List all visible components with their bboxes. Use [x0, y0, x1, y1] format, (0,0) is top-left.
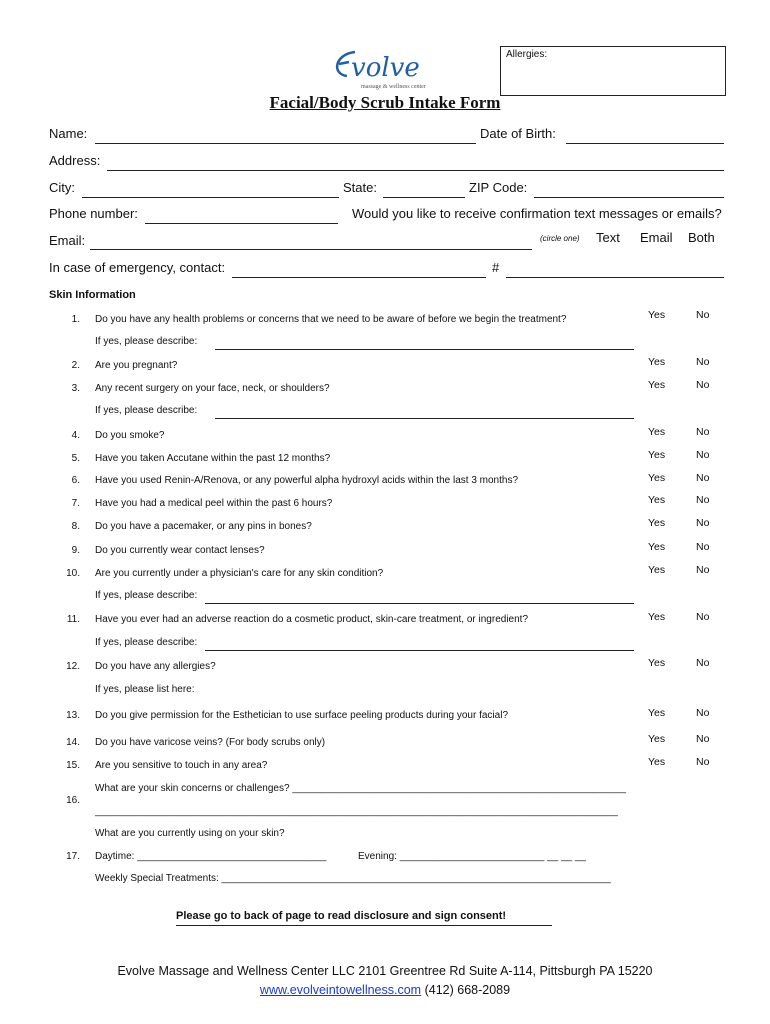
state-label: State:	[343, 180, 377, 195]
q12-list-label: If yes, please list here:	[95, 684, 195, 695]
q17-number: 17.	[66, 851, 80, 862]
address-label: Address:	[49, 153, 101, 168]
q6-no[interactable]: No	[696, 472, 710, 484]
q2-yes[interactable]: Yes	[648, 356, 666, 368]
q5-yes[interactable]: Yes	[648, 449, 666, 461]
q16-using-label: What are you currently using on your skin?	[95, 828, 285, 839]
q1-describe-label: If yes, please describe:	[95, 336, 198, 347]
evolve-logo	[325, 44, 445, 96]
emergency-number-field[interactable]	[506, 277, 724, 278]
q13-no[interactable]: No	[696, 707, 710, 719]
q3-describe-label: If yes, please describe:	[95, 405, 198, 416]
q2-no[interactable]: No	[696, 356, 710, 368]
q3-yes[interactable]: Yes	[648, 379, 666, 391]
q7-number: 7.	[71, 498, 80, 509]
q10-describe-field[interactable]	[205, 603, 634, 604]
q7-yes[interactable]: Yes	[648, 494, 666, 506]
q4-no[interactable]: No	[696, 426, 710, 438]
q11-describe-label: If yes, please describe:	[95, 637, 198, 648]
q15-yes[interactable]: Yes	[648, 756, 666, 768]
q11-number: 11.	[66, 614, 80, 625]
q3-no[interactable]: No	[696, 379, 710, 391]
q16-number: 16.	[66, 795, 80, 806]
q1-number: 1.	[71, 314, 80, 325]
q13-number: 13.	[66, 710, 80, 721]
q10-text: Are you currently under a physician's care for any skin condition?	[95, 568, 384, 579]
name-field[interactable]	[95, 143, 476, 144]
option-text[interactable]: Text	[596, 230, 620, 245]
svg-text:massage & wellness center: massage & wellness center	[361, 84, 426, 90]
zip-field[interactable]	[534, 197, 724, 198]
confirmation-question: Would you like to receive confirmation text messages or emails?	[352, 206, 722, 221]
q3-number: 3.	[71, 383, 80, 394]
emergency-contact-field[interactable]	[232, 277, 486, 278]
footer-address: Evolve Massage and Wellness Center LLC 2101 Greentree Rd Suite A-114, Pittsburgh PA 15220	[117, 964, 653, 978]
q12-no[interactable]: No	[696, 657, 710, 669]
website-link[interactable]: www.evolveintowellness.com	[259, 983, 422, 997]
q15-number: 15.	[66, 760, 80, 771]
dob-field[interactable]	[566, 143, 724, 144]
footer-contact	[0, 983, 770, 997]
q7-no[interactable]: No	[696, 494, 710, 506]
q5-text: Have you taken Accutane within the past 12 months?	[95, 453, 331, 464]
circle-one-note: (circle one)	[540, 234, 580, 243]
q1-text: Do you have any health problems or concerns that we need to be aware of before we begin the treatment?	[95, 314, 567, 325]
q12-yes[interactable]: Yes	[648, 657, 666, 669]
email-label: Email:	[49, 233, 86, 248]
option-both[interactable]: Both	[688, 230, 715, 245]
allergies-label: Allergies:	[506, 49, 548, 60]
phone-label: Phone number:	[49, 206, 138, 221]
q14-no[interactable]: No	[696, 733, 710, 745]
q10-describe-label: If yes, please describe:	[95, 590, 198, 601]
q13-yes[interactable]: Yes	[648, 707, 666, 719]
state-field[interactable]	[383, 197, 465, 198]
email-field[interactable]	[90, 249, 532, 250]
q4-number: 4.	[71, 430, 80, 441]
emergency-label: In case of emergency, contact:	[49, 260, 226, 275]
q10-number: 10.	[66, 568, 80, 579]
q12-number: 12.	[66, 661, 80, 672]
weekly-treatments-field[interactable]: Weekly Special Treatments: ______________________________________________________________________	[95, 873, 611, 884]
q9-yes[interactable]: Yes	[648, 541, 666, 553]
q2-number: 2.	[71, 360, 80, 371]
q12-text: Do you have any allergies?	[95, 661, 216, 672]
q4-text: Do you smoke?	[95, 430, 165, 441]
q7-text: Have you had a medical peel within the past 6 hours?	[95, 498, 333, 509]
q1-no[interactable]: No	[696, 309, 710, 321]
q4-yes[interactable]: Yes	[648, 426, 666, 438]
address-field[interactable]	[107, 170, 724, 171]
evening-field[interactable]: Evening: __________________________ __ __ __	[358, 851, 586, 862]
q11-no[interactable]: No	[696, 611, 710, 623]
q9-no[interactable]: No	[696, 541, 710, 553]
q8-text: Do you have a pacemaker, or any pins in bones?	[95, 521, 312, 532]
allergies-box[interactable]	[500, 46, 726, 96]
q3-text: Any recent surgery on your face, neck, or shoulders?	[95, 383, 330, 394]
q16-concerns-line[interactable]: ______________________________________________________________________________________________	[95, 806, 618, 817]
q9-text: Do you currently wear contact lenses?	[95, 545, 265, 556]
q11-describe-field[interactable]	[205, 650, 634, 651]
q3-describe-field[interactable]	[215, 418, 634, 419]
city-label: City:	[49, 180, 75, 195]
svg-text:volve: volve	[351, 53, 420, 83]
q8-no[interactable]: No	[696, 517, 710, 529]
phone-field[interactable]	[145, 223, 338, 224]
q6-text: Have you used Renin-A/Renova, or any powerful alpha hydroxyl acids within the last 3 months?	[95, 475, 519, 486]
q8-number: 8.	[71, 521, 80, 532]
dob-label: Date of Birth:	[480, 126, 556, 141]
q6-number: 6.	[71, 475, 80, 486]
zip-label: ZIP Code:	[469, 180, 528, 195]
q1-yes[interactable]: Yes	[648, 309, 666, 321]
note-underline	[176, 925, 552, 926]
q15-text: Are you sensitive to touch in any area?	[95, 760, 268, 771]
q1-describe-field[interactable]	[215, 349, 634, 350]
q16-concerns[interactable]: What are your skin concerns or challenges? ____________________________________________________________	[95, 783, 627, 794]
form-title: Facial/Body Scrub Intake Form	[269, 93, 501, 112]
q14-number: 14.	[66, 737, 80, 748]
city-field[interactable]	[82, 197, 339, 198]
q2-text: Are you pregnant?	[95, 360, 178, 371]
q5-no[interactable]: No	[696, 449, 710, 461]
q10-yes[interactable]: Yes	[648, 564, 666, 576]
name-label: Name:	[49, 126, 88, 141]
section-title: Skin Information	[49, 289, 136, 301]
q11-yes[interactable]: Yes	[648, 611, 666, 623]
q10-no[interactable]: No	[696, 564, 710, 576]
back-of-page-note: Please go to back of page to read disclosure and sign consent!	[176, 910, 507, 922]
hash-label: #	[492, 260, 500, 275]
q8-yes[interactable]: Yes	[648, 517, 666, 529]
option-email[interactable]: Email	[640, 230, 673, 245]
footer-phone: (412) 668-2089	[424, 983, 511, 997]
q13-text: Do you give permission for the Esthetician to use surface peeling products during your facial?	[95, 710, 509, 721]
q14-text: Do you have varicose veins? (For body scrubs only)	[95, 737, 326, 748]
q9-number: 9.	[71, 545, 80, 556]
q11-text: Have you ever had an adverse reaction do a cosmetic product, skin-care treatment, or ingredient?	[95, 614, 529, 625]
q6-yes[interactable]: Yes	[648, 472, 666, 484]
daytime-field[interactable]: Daytime: __________________________________	[95, 851, 327, 862]
q14-yes[interactable]: Yes	[648, 733, 666, 745]
q5-number: 5.	[71, 453, 80, 464]
q15-no[interactable]: No	[696, 756, 710, 768]
